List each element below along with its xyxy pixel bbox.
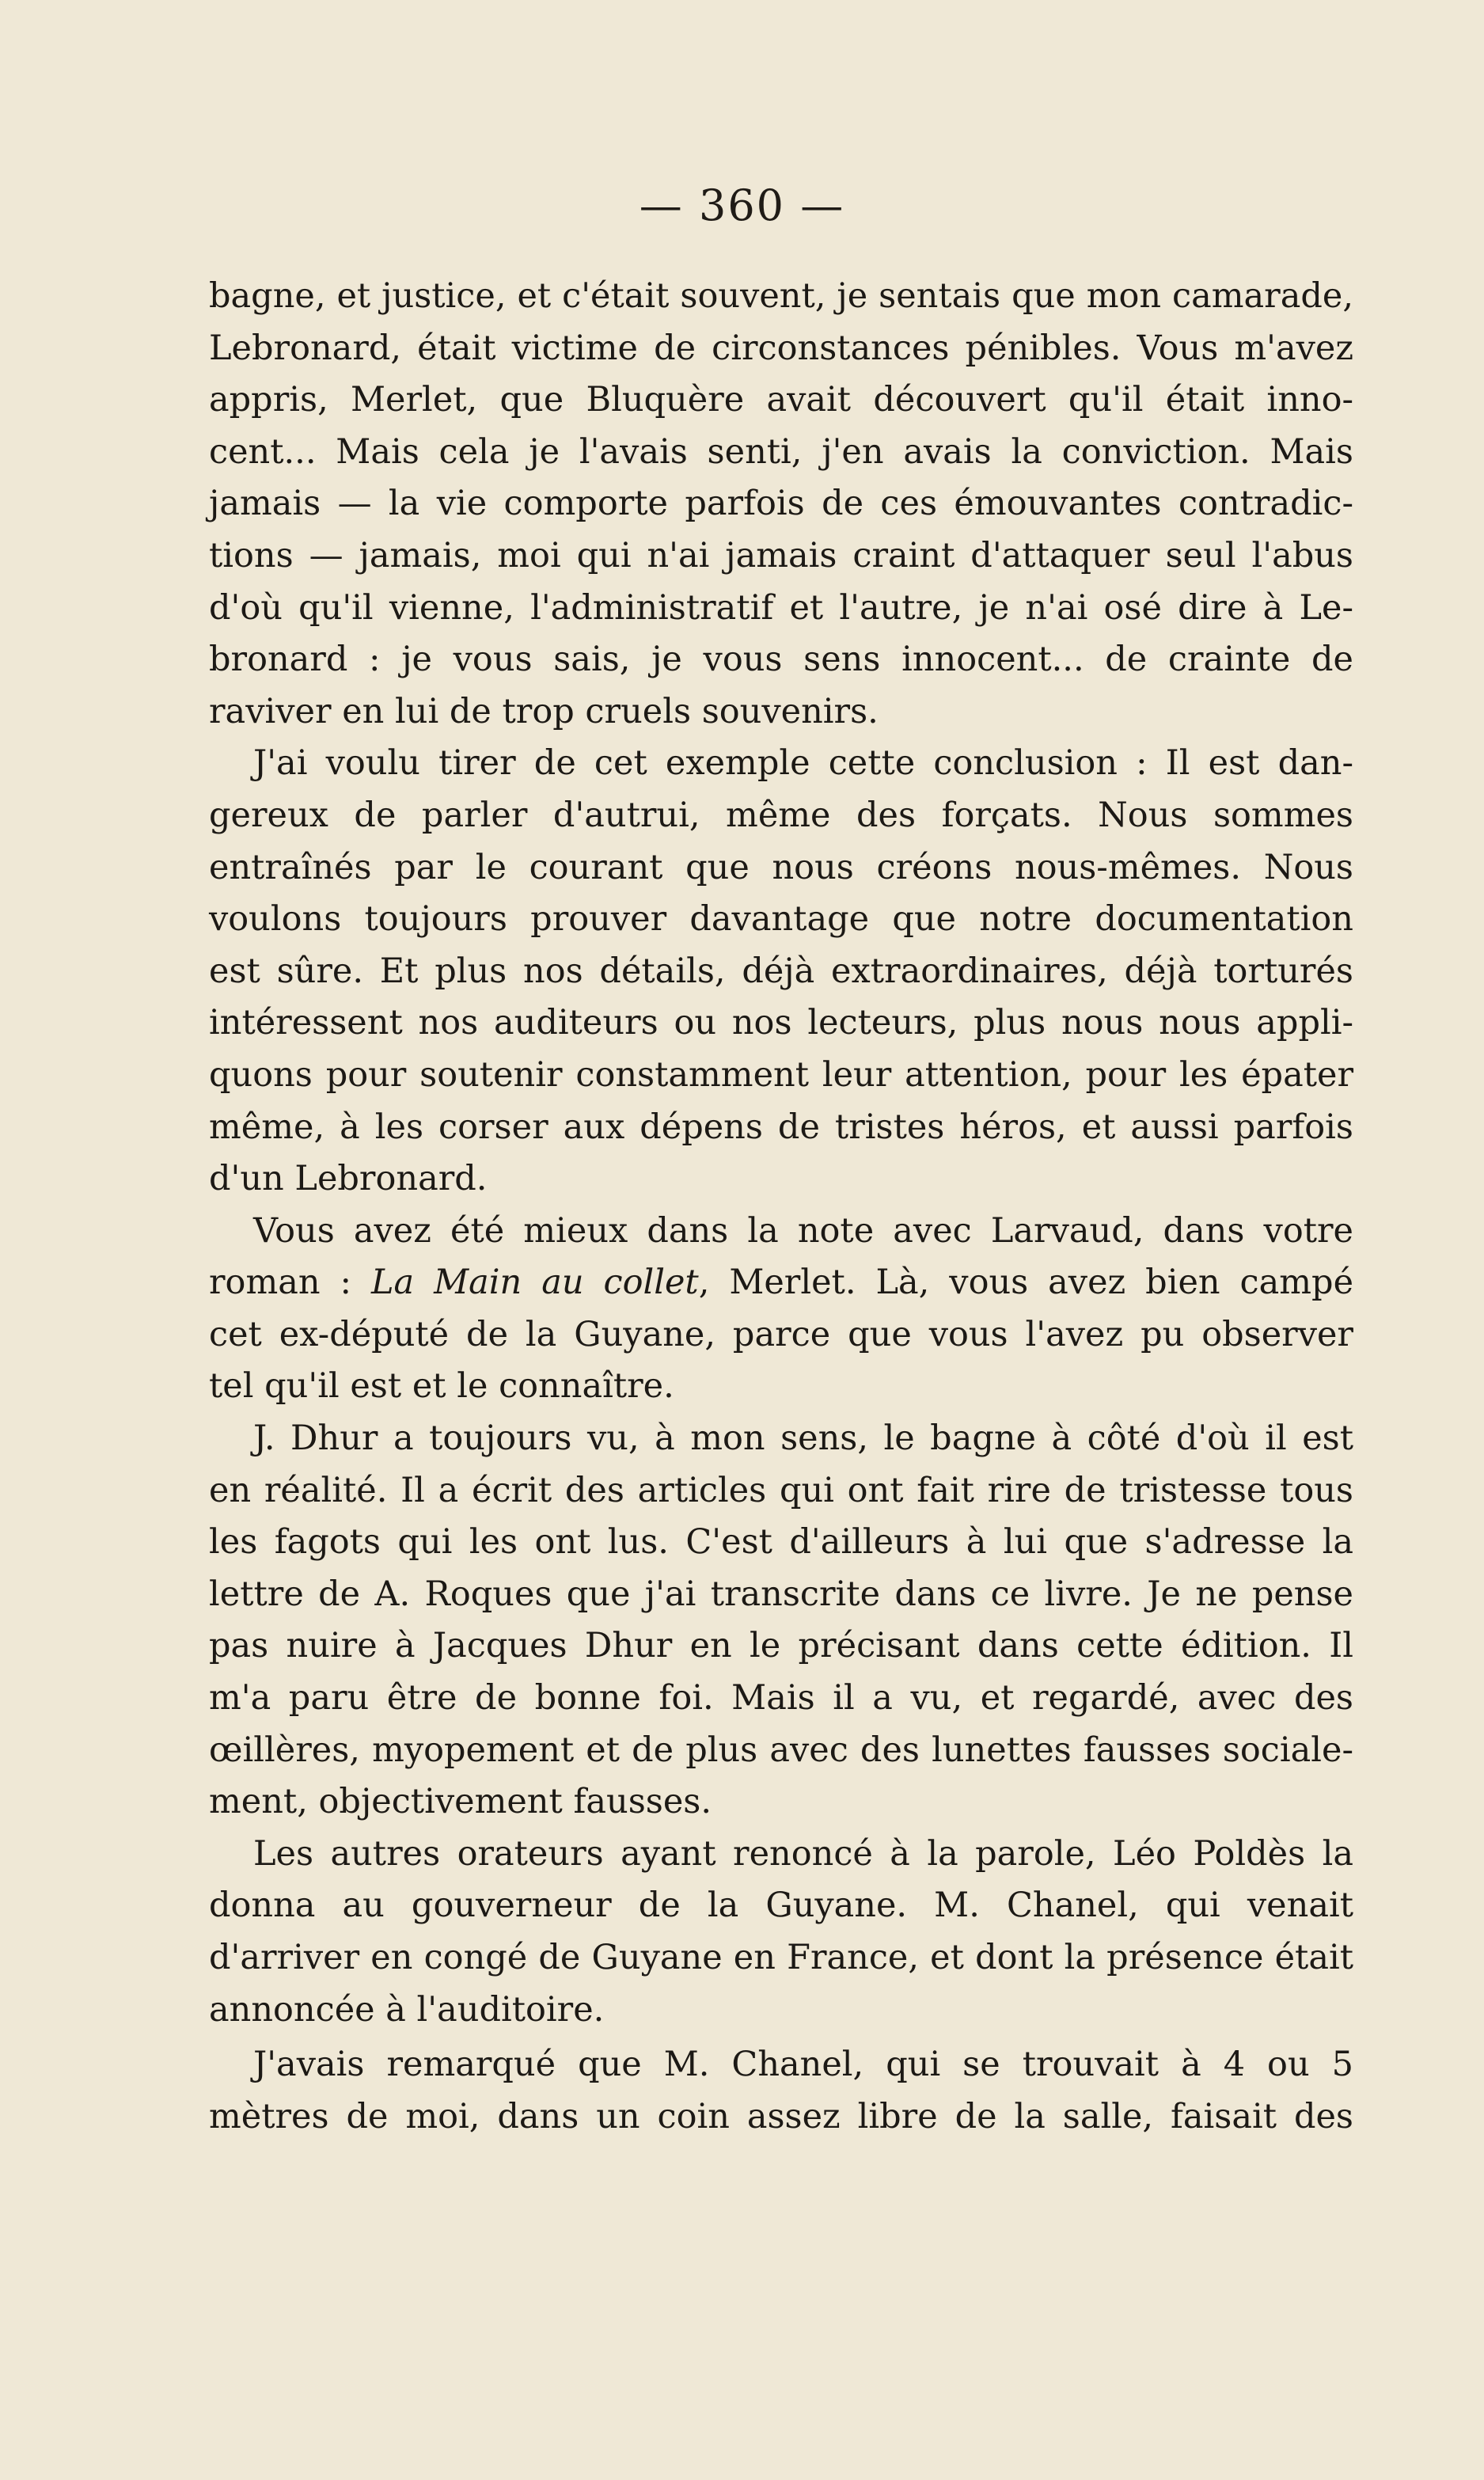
text-line: J'ai voulu tirer de cet exemple cette conclusion : Il est dan- — [253, 743, 1353, 784]
text-line-roman — [209, 1257, 1353, 1309]
text-line: d'où qu'il vienne, l'administratif et l'autre, je n'ai osé dire à Le- — [209, 587, 1353, 628]
text-line: bronard : je vous sais, je vous sens innocent... de crainte de — [209, 640, 1353, 680]
text-line: d'un Lebronard. — [209, 1159, 488, 1199]
text-line: bagne, et justice, et c'était souvent, je sentais que mon camarade, — [209, 276, 1353, 316]
text-line: annoncée à l'auditoire. — [209, 1989, 605, 2030]
page-number: — 360 — — [639, 180, 845, 230]
text-line: tel qu'il est et le connaître. — [209, 1366, 674, 1407]
text-line: ment, objectivement fausses. — [209, 1782, 712, 1822]
roman-prefix: roman : — [209, 1263, 371, 1303]
body-text — [209, 271, 1353, 2143]
text-line: gereux de parler d'autrui, même des forçats. Nous sommes — [209, 795, 1353, 835]
text-line: entraînés par le courant que nous créons nous-mêmes. Nous — [209, 847, 1353, 887]
text-line: J'avais remarqué que M. Chanel, qui se trouvait à 4 ou 5 — [253, 2045, 1353, 2085]
text-line: lettre de A. Roques que j'ai transcrite dans ce livre. Je ne pense — [209, 1574, 1353, 1614]
text-line: jamais — la vie comporte parfois de ces émouvantes contradic- — [209, 484, 1353, 524]
text-line: Les autres orateurs ayant renoncé à la parole, Léo Poldès la — [253, 1833, 1353, 1874]
text-line: m'a paru être de bonne foi. Mais il a vu, et regardé, avec des — [209, 1678, 1353, 1719]
text-line: cent... Mais cela je l'avais senti, j'en avais la conviction. Mais — [209, 431, 1353, 472]
text-line: œillères, myopement et de plus avec des lunettes fausses sociale- — [209, 1730, 1353, 1770]
text-line: même, à les corser aux dépens de tristes héros, et aussi parfois — [209, 1107, 1353, 1147]
text-line: mètres de moi, dans un coin assez libre de la salle, faisait des — [209, 2096, 1353, 2136]
text-line: pas nuire à Jacques Dhur en le précisant dans cette édition. Il — [209, 1626, 1353, 1666]
roman-suffix: , Merlet. Là, vous avez bien campé — [698, 1263, 1354, 1303]
text-line: d'arriver en congé de Guyane en France, et dont la présence était — [209, 1938, 1353, 1977]
text-line: est sûre. Et plus nos détails, déjà extraordinaires, déjà torturés — [209, 951, 1353, 991]
text-line: tions — jamais, moi qui n'ai jamais craint d'attaquer seul l'abus — [209, 535, 1353, 575]
text-line: quons pour soutenir constamment leur attention, pour les épater — [209, 1054, 1353, 1095]
text-line: donna au gouverneur de la Guyane. M. Chanel, qui venait — [209, 1886, 1353, 1926]
text-line: Lebronard, était victime de circonstances pénibles. Vous m'avez — [209, 328, 1353, 368]
text-line: intéressent nos auditeurs ou nos lecteurs, plus nous nous appli- — [209, 1003, 1353, 1043]
text-line: appris, Merlet, que Bluquère avait découvert qu'il était inno- — [209, 380, 1353, 420]
text-line: en réalité. Il a écrit des articles qui ont fait rire de tristesse tous — [209, 1470, 1353, 1510]
text-line: J. Dhur a toujours vu, à mon sens, le bagne à côté d'où il est — [253, 1418, 1353, 1459]
book-title: La Main au collet — [370, 1263, 699, 1303]
text-line: cet ex-député de la Guyane, parce que vous l'avez pu observer — [209, 1314, 1353, 1354]
text-line: Vous avez été mieux dans la note avec Larvaud, dans votre — [253, 1210, 1353, 1251]
text-line: les fagots qui les ont lus. C'est d'ailleurs à lui que s'adresse la — [209, 1522, 1353, 1563]
text-line: raviver en lui de trop cruels souvenirs. — [209, 691, 879, 731]
text-line: voulons toujours prouver davantage que notre documentation — [209, 899, 1353, 940]
